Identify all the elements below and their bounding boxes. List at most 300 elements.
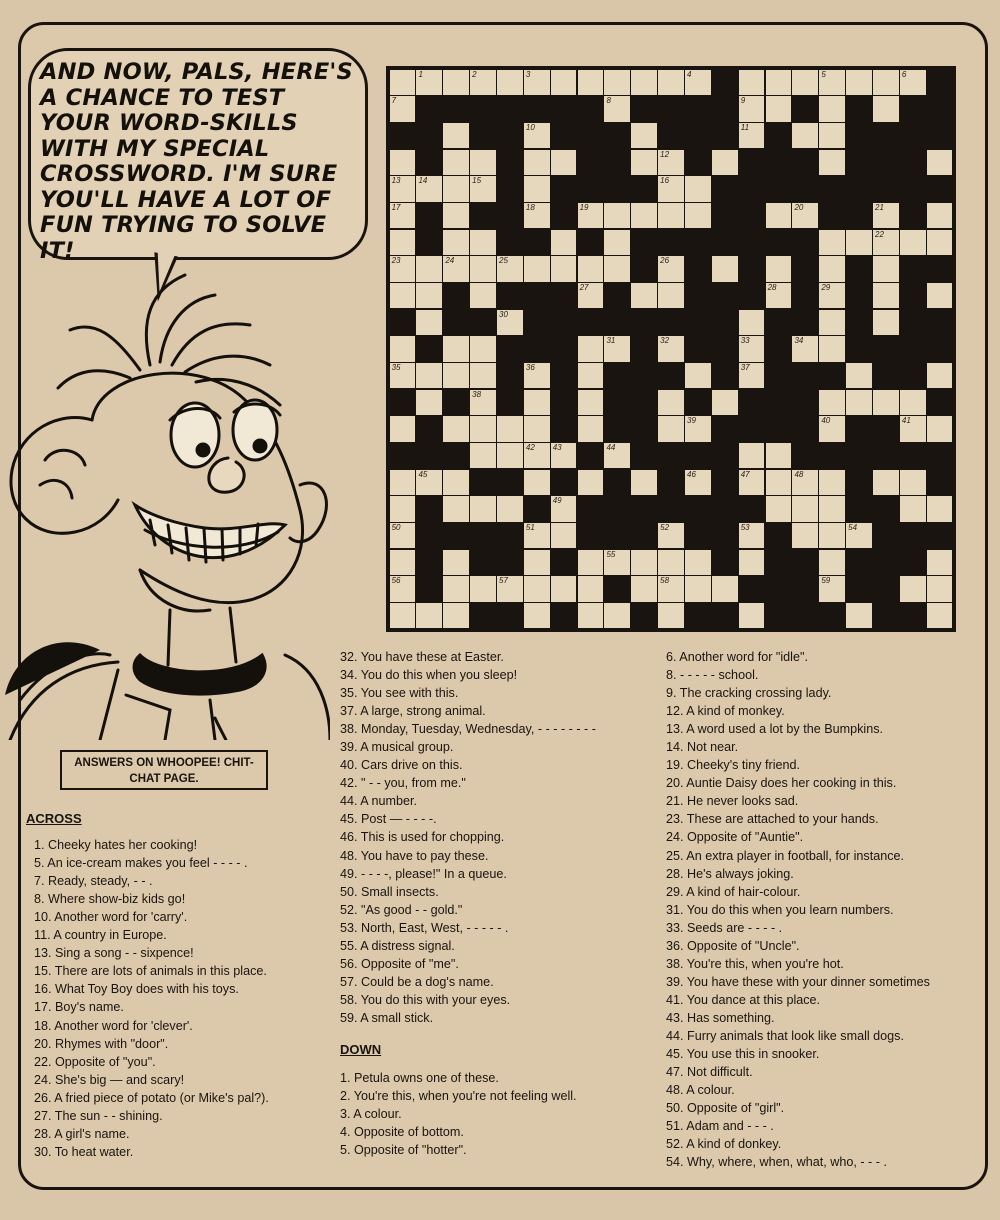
grid-cell[interactable] (766, 96, 792, 121)
grid-cell[interactable] (416, 310, 442, 335)
grid-block (470, 96, 496, 121)
grid-cell[interactable] (766, 256, 792, 281)
grid-block (846, 283, 872, 308)
grid-block (578, 443, 604, 468)
grid-cell[interactable] (470, 576, 496, 601)
grid-block (416, 443, 442, 468)
grid-cell[interactable] (443, 230, 469, 255)
grid-block (766, 523, 792, 548)
grid-cell[interactable] (792, 523, 818, 548)
grid-cell[interactable] (470, 363, 496, 388)
grid-cell[interactable] (578, 390, 604, 415)
grid-cell[interactable] (578, 203, 604, 228)
clue-number: 50 (391, 522, 401, 532)
grid-cell[interactable] (470, 496, 496, 521)
grid-cell[interactable] (416, 603, 442, 628)
grid-block (846, 123, 872, 148)
grid-cell[interactable] (497, 256, 523, 281)
grid-cell[interactable] (846, 603, 872, 628)
grid-block (739, 416, 765, 441)
grid-cell[interactable] (685, 203, 711, 228)
grid-cell[interactable] (927, 496, 953, 521)
grid-cell[interactable] (443, 470, 469, 495)
grid-cell[interactable] (819, 283, 845, 308)
grid-cell[interactable] (658, 603, 684, 628)
clue-item: 53. North, East, West, - - - - - . (340, 920, 509, 935)
clue-item: 30. To heat water. (34, 1144, 134, 1159)
grid-cell[interactable] (443, 496, 469, 521)
grid-block (873, 336, 899, 361)
grid-cell[interactable] (927, 576, 953, 601)
grid-cell[interactable] (766, 283, 792, 308)
grid-cell[interactable] (846, 363, 872, 388)
grid-block (846, 576, 872, 601)
grid-cell[interactable] (739, 470, 765, 495)
answers-note-box: ANSWERS ON WHOOPEE! CHIT-CHAT PAGE. (60, 750, 268, 790)
grid-cell[interactable] (390, 496, 416, 521)
grid-block (551, 283, 577, 308)
grid-block (900, 363, 926, 388)
grid-cell[interactable] (524, 523, 550, 548)
grid-cell[interactable] (604, 96, 630, 121)
grid-cell[interactable] (712, 576, 738, 601)
clue-item: 31. You do this when you learn numbers. (666, 902, 894, 917)
grid-cell[interactable] (685, 470, 711, 495)
grid-block (739, 576, 765, 601)
grid-cell[interactable] (443, 176, 469, 201)
grid-cell[interactable] (792, 70, 818, 95)
grid-cell[interactable] (739, 603, 765, 628)
grid-cell[interactable] (551, 70, 577, 95)
grid-block (819, 363, 845, 388)
grid-block (551, 176, 577, 201)
grid-cell[interactable] (685, 550, 711, 575)
grid-cell[interactable] (524, 203, 550, 228)
clue-number: 2 (472, 69, 477, 79)
grid-cell[interactable] (497, 310, 523, 335)
grid-block (578, 496, 604, 521)
grid-block (712, 363, 738, 388)
clue-column-3 (666, 648, 986, 1171)
grid-cell[interactable] (443, 203, 469, 228)
grid-cell[interactable] (497, 70, 523, 95)
grid-cell[interactable] (739, 123, 765, 148)
grid-cell[interactable] (819, 256, 845, 281)
grid-cell[interactable] (524, 256, 550, 281)
grid-cell[interactable] (631, 470, 657, 495)
grid-cell[interactable] (551, 443, 577, 468)
grid-cell[interactable] (443, 576, 469, 601)
grid-cell[interactable] (819, 416, 845, 441)
grid-cell[interactable] (712, 390, 738, 415)
grid-cell[interactable] (578, 363, 604, 388)
grid-cell[interactable] (470, 230, 496, 255)
grid-cell[interactable] (524, 176, 550, 201)
grid-block (900, 176, 926, 201)
clue-number: 5 (821, 69, 826, 79)
grid-block (497, 123, 523, 148)
grid-cell[interactable] (524, 443, 550, 468)
grid-cell[interactable] (846, 230, 872, 255)
clue-number: 51 (525, 522, 535, 532)
grid-cell[interactable] (524, 150, 550, 175)
clue-item: 19. Cheeky's tiny friend. (666, 758, 801, 773)
grid-cell[interactable] (819, 96, 845, 121)
grid-cell[interactable] (578, 283, 604, 308)
grid-cell[interactable] (604, 70, 630, 95)
grid-cell[interactable] (390, 70, 416, 95)
grid-cell[interactable] (739, 336, 765, 361)
grid-cell[interactable] (873, 283, 899, 308)
grid-cell[interactable] (604, 203, 630, 228)
clue-number: 48 (794, 469, 804, 479)
grid-cell[interactable] (819, 310, 845, 335)
grid-block (604, 576, 630, 601)
grid-cell[interactable] (927, 550, 953, 575)
grid-block (900, 336, 926, 361)
grid-block (631, 363, 657, 388)
grid-cell[interactable] (524, 390, 550, 415)
grid-cell[interactable] (873, 203, 899, 228)
grid-cell[interactable] (470, 176, 496, 201)
clue-item: 17. Boy's name. (34, 1000, 124, 1015)
grid-cell[interactable] (497, 496, 523, 521)
clue-number: 10 (525, 122, 535, 132)
grid-block (927, 70, 953, 95)
grid-cell[interactable] (390, 96, 416, 121)
grid-cell[interactable] (819, 123, 845, 148)
grid-cell[interactable] (819, 523, 845, 548)
grid-cell[interactable] (497, 443, 523, 468)
grid-block (739, 230, 765, 255)
clue-number: 25 (499, 256, 508, 266)
grid-cell[interactable] (900, 416, 926, 441)
grid-cell[interactable] (551, 256, 577, 281)
clue-item: 33. Seeds are - - - - . (666, 920, 783, 935)
grid-block (658, 123, 684, 148)
clue-column-1 (26, 810, 326, 1161)
grid-cell[interactable] (578, 256, 604, 281)
grid-cell[interactable] (927, 150, 953, 175)
grid-cell[interactable] (604, 443, 630, 468)
clue-item: 48. A colour. (666, 1083, 735, 1098)
grid-block (416, 230, 442, 255)
grid-cell[interactable] (927, 283, 953, 308)
grid-cell[interactable] (900, 70, 926, 95)
grid-cell[interactable] (443, 336, 469, 361)
grid-cell[interactable] (390, 550, 416, 575)
grid-cell[interactable] (631, 550, 657, 575)
grid-cell[interactable] (819, 336, 845, 361)
grid-cell[interactable] (524, 470, 550, 495)
grid-cell[interactable] (819, 496, 845, 521)
grid-cell[interactable] (846, 390, 872, 415)
grid-cell[interactable] (604, 336, 630, 361)
grid-block (685, 523, 711, 548)
grid-cell[interactable] (927, 230, 953, 255)
grid-cell[interactable] (443, 363, 469, 388)
clue-item: 32. You have these at Easter. (340, 650, 504, 664)
grid-cell[interactable] (658, 550, 684, 575)
grid-cell[interactable] (927, 416, 953, 441)
grid-cell[interactable] (443, 150, 469, 175)
grid-cell[interactable] (443, 70, 469, 95)
grid-cell[interactable] (846, 70, 872, 95)
clue-number: 39 (687, 416, 696, 426)
grid-cell[interactable] (470, 416, 496, 441)
grid-cell[interactable] (819, 390, 845, 415)
grid-cell[interactable] (443, 256, 469, 281)
grid-cell[interactable] (739, 310, 765, 335)
grid-cell[interactable] (578, 70, 604, 95)
grid-cell[interactable] (685, 70, 711, 95)
grid-block (578, 176, 604, 201)
grid-block (685, 310, 711, 335)
grid-cell[interactable] (658, 283, 684, 308)
grid-cell[interactable] (390, 363, 416, 388)
grid-block (900, 310, 926, 335)
grid-cell[interactable] (658, 203, 684, 228)
grid-block (497, 283, 523, 308)
grid-cell[interactable] (819, 70, 845, 95)
grid-cell[interactable] (551, 230, 577, 255)
grid-cell[interactable] (470, 150, 496, 175)
grid-cell[interactable] (604, 603, 630, 628)
grid-block (846, 203, 872, 228)
grid-cell[interactable] (658, 390, 684, 415)
grid-block (443, 523, 469, 548)
grid-cell[interactable] (578, 336, 604, 361)
grid-cell[interactable] (766, 470, 792, 495)
grid-cell[interactable] (927, 603, 953, 628)
grid-block (631, 256, 657, 281)
grid-cell[interactable] (578, 416, 604, 441)
clue-item: 45. You use this in snooker. (666, 1047, 820, 1062)
grid-cell[interactable] (497, 416, 523, 441)
clue-number: 9 (740, 96, 746, 106)
grid-cell[interactable] (658, 576, 684, 601)
grid-cell[interactable] (873, 70, 899, 95)
grid-cell[interactable] (873, 470, 899, 495)
grid-cell[interactable] (443, 550, 469, 575)
grid-cell[interactable] (390, 176, 416, 201)
grid-cell[interactable] (792, 470, 818, 495)
grid-cell[interactable] (685, 416, 711, 441)
clue-item: 46. This is used for chopping. (340, 830, 505, 845)
grid-cell[interactable] (390, 283, 416, 308)
grid-cell[interactable] (739, 443, 765, 468)
clue-number: 35 (391, 362, 401, 372)
grid-cell[interactable] (900, 390, 926, 415)
grid-cell[interactable] (551, 496, 577, 521)
grid-cell[interactable] (524, 416, 550, 441)
grid-cell[interactable] (819, 230, 845, 255)
grid-cell[interactable] (631, 283, 657, 308)
grid-cell[interactable] (524, 70, 550, 95)
grid-cell[interactable] (390, 256, 416, 281)
grid-cell[interactable] (739, 550, 765, 575)
grid-cell[interactable] (873, 310, 899, 335)
grid-cell[interactable] (551, 150, 577, 175)
grid-cell[interactable] (604, 256, 630, 281)
grid-cell[interactable] (470, 283, 496, 308)
grid-cell[interactable] (739, 96, 765, 121)
grid-block (792, 390, 818, 415)
grid-cell[interactable] (416, 390, 442, 415)
grid-cell[interactable] (819, 470, 845, 495)
grid-cell[interactable] (873, 256, 899, 281)
grid-block (631, 443, 657, 468)
grid-cell[interactable] (819, 150, 845, 175)
grid-cell[interactable] (578, 603, 604, 628)
crossword-grid[interactable] (386, 66, 956, 632)
grid-cell[interactable] (846, 523, 872, 548)
grid-cell[interactable] (390, 523, 416, 548)
grid-block (685, 230, 711, 255)
grid-cell[interactable] (497, 576, 523, 601)
grid-cell[interactable] (739, 70, 765, 95)
grid-cell[interactable] (470, 70, 496, 95)
grid-cell[interactable] (766, 443, 792, 468)
grid-cell[interactable] (739, 363, 765, 388)
grid-cell[interactable] (416, 176, 442, 201)
grid-cell[interactable] (792, 123, 818, 148)
grid-cell[interactable] (792, 496, 818, 521)
clue-item: 22. Opposite of "you". (34, 1054, 156, 1069)
grid-block (900, 550, 926, 575)
grid-cell[interactable] (390, 336, 416, 361)
clue-number: 42 (525, 442, 535, 452)
grid-cell[interactable] (819, 576, 845, 601)
grid-cell[interactable] (792, 336, 818, 361)
grid-cell[interactable] (631, 70, 657, 95)
grid-cell[interactable] (470, 256, 496, 281)
grid-cell[interactable] (658, 150, 684, 175)
grid-cell[interactable] (873, 390, 899, 415)
grid-cell[interactable] (524, 603, 550, 628)
grid-cell[interactable] (685, 363, 711, 388)
grid-cell[interactable] (524, 576, 550, 601)
grid-block (604, 523, 630, 548)
grid-cell[interactable] (712, 256, 738, 281)
grid-cell[interactable] (390, 230, 416, 255)
grid-cell[interactable] (390, 150, 416, 175)
grid-cell[interactable] (578, 576, 604, 601)
grid-cell[interactable] (873, 96, 899, 121)
grid-block (631, 390, 657, 415)
grid-cell[interactable] (900, 470, 926, 495)
clue-item: 11. A country in Europe. (34, 928, 167, 943)
grid-cell[interactable] (470, 336, 496, 361)
grid-block (846, 496, 872, 521)
clue-number: 15 (472, 176, 482, 186)
grid-cell[interactable] (631, 150, 657, 175)
grid-cell[interactable] (551, 523, 577, 548)
grid-cell[interactable] (631, 576, 657, 601)
grid-cell[interactable] (927, 203, 953, 228)
grid-cell[interactable] (416, 283, 442, 308)
clue-number: 8 (606, 96, 611, 106)
grid-cell[interactable] (685, 576, 711, 601)
grid-cell[interactable] (766, 496, 792, 521)
clue-item: 34. You do this when you sleep! (340, 668, 518, 683)
grid-cell[interactable] (470, 390, 496, 415)
grid-cell[interactable] (604, 230, 630, 255)
clue-number: 17 (391, 202, 401, 212)
grid-block (658, 96, 684, 121)
grid-cell[interactable] (524, 550, 550, 575)
grid-cell[interactable] (739, 523, 765, 548)
grid-cell[interactable] (900, 496, 926, 521)
grid-cell[interactable] (658, 416, 684, 441)
grid-cell[interactable] (443, 603, 469, 628)
grid-cell[interactable] (578, 550, 604, 575)
grid-cell[interactable] (873, 230, 899, 255)
grid-cell[interactable] (658, 336, 684, 361)
grid-cell[interactable] (443, 123, 469, 148)
grid-cell[interactable] (792, 203, 818, 228)
grid-cell[interactable] (900, 576, 926, 601)
grid-cell[interactable] (390, 203, 416, 228)
grid-block (927, 256, 953, 281)
clue-item: 39. You have these with your dinner sometimes (666, 974, 930, 989)
grid-cell[interactable] (604, 550, 630, 575)
grid-cell[interactable] (524, 363, 550, 388)
grid-block (766, 230, 792, 255)
grid-cell[interactable] (416, 256, 442, 281)
grid-cell[interactable] (524, 123, 550, 148)
grid-cell[interactable] (766, 70, 792, 95)
clue-item: 24. Opposite of "Auntie". (666, 830, 804, 845)
grid-cell[interactable] (470, 443, 496, 468)
clue-number: 36 (525, 362, 535, 372)
grid-cell[interactable] (819, 550, 845, 575)
grid-cell[interactable] (416, 363, 442, 388)
grid-block (604, 496, 630, 521)
clue-item: 52. A kind of donkey. (666, 1137, 782, 1152)
grid-cell[interactable] (416, 470, 442, 495)
grid-block (416, 96, 442, 121)
grid-cell[interactable] (416, 70, 442, 95)
grid-cell[interactable] (658, 70, 684, 95)
grid-cell[interactable] (390, 470, 416, 495)
grid-cell[interactable] (390, 576, 416, 601)
grid-cell[interactable] (631, 203, 657, 228)
grid-cell[interactable] (631, 123, 657, 148)
grid-cell[interactable] (551, 576, 577, 601)
grid-block (578, 150, 604, 175)
grid-cell[interactable] (712, 150, 738, 175)
grid-cell[interactable] (658, 523, 684, 548)
clue-number: 54 (848, 522, 858, 532)
clue-number: 41 (901, 416, 911, 426)
grid-cell[interactable] (900, 230, 926, 255)
grid-block (578, 96, 604, 121)
clue-item: 36. Opposite of "Uncle". (666, 938, 800, 953)
grid-cell[interactable] (578, 470, 604, 495)
grid-cell[interactable] (390, 416, 416, 441)
grid-cell[interactable] (390, 603, 416, 628)
grid-cell[interactable] (658, 176, 684, 201)
clue-number: 44 (606, 442, 616, 452)
grid-cell[interactable] (766, 203, 792, 228)
grid-block (658, 443, 684, 468)
grid-cell[interactable] (658, 256, 684, 281)
grid-block (416, 416, 442, 441)
grid-cell[interactable] (927, 363, 953, 388)
grid-cell[interactable] (443, 416, 469, 441)
grid-cell[interactable] (685, 176, 711, 201)
